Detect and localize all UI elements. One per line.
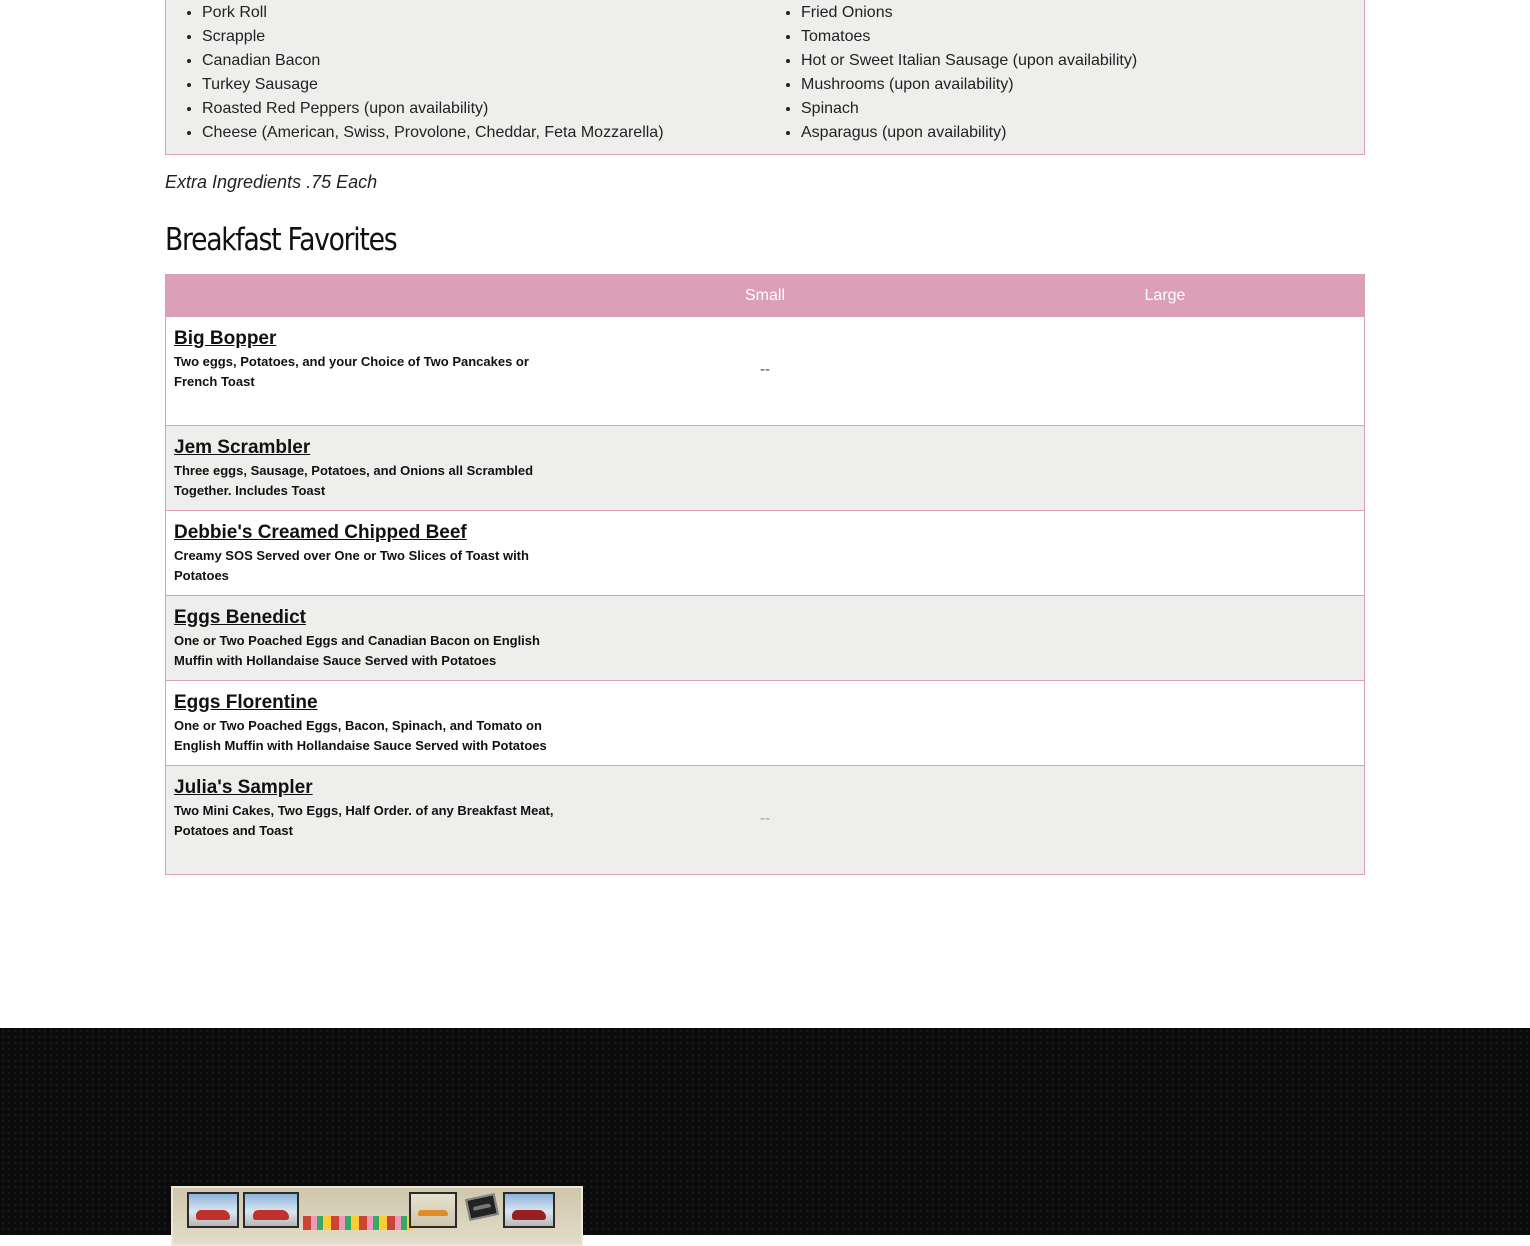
breakfast-menu-table bbox=[165, 274, 1365, 875]
ingredients-list-left bbox=[166, 1, 664, 145]
price-small: -- bbox=[760, 810, 770, 827]
menu-item-name[interactable]: Julia's Sampler bbox=[174, 777, 313, 798]
menu-item-desc: Creamy SOS Served over One or Two Slices of Toast with Potatoes bbox=[174, 548, 529, 583]
ingredients-box bbox=[165, 0, 1365, 155]
table-row bbox=[166, 510, 1364, 595]
menu-item-desc: Two eggs, Potatoes, and your Choice of Two Pancakes or French Toast bbox=[174, 354, 529, 389]
column-header-small: Small bbox=[744, 287, 785, 304]
list-item: • Mushrooms (upon availability) bbox=[801, 73, 1137, 97]
list-item: • Roasted Red Peppers (upon availability) bbox=[202, 97, 664, 121]
list-item: • Cheese (American, Swiss, Provolone, Cheddar, Feta Mozzarella) bbox=[202, 121, 664, 145]
column-header-large: Large bbox=[1144, 287, 1186, 304]
list-item: • Hot or Sweet Italian Sausage (upon availability) bbox=[801, 49, 1137, 73]
menu-item-name[interactable]: Big Bopper bbox=[174, 328, 277, 349]
menu-item-name[interactable]: Jem Scrambler bbox=[174, 437, 311, 458]
section-title: Breakfast Favorites bbox=[165, 222, 397, 258]
list-item: • Turkey Sausage bbox=[202, 73, 664, 97]
table-header bbox=[166, 275, 1364, 316]
list-item: • Scrapple bbox=[202, 25, 664, 49]
price-small: -- bbox=[760, 361, 770, 378]
list-item: • Pork Roll bbox=[202, 1, 664, 25]
extra-ingredients-note: Extra Ingredients .75 Each bbox=[165, 172, 378, 192]
menu-item-name[interactable]: Debbie's Creamed Chipped Beef bbox=[174, 522, 467, 543]
list-item: • Canadian Bacon bbox=[202, 49, 664, 73]
table-row bbox=[166, 765, 1364, 874]
list-item: • Tomatoes bbox=[801, 25, 1137, 49]
menu-item-desc: One or Two Poached Eggs and Canadian Bacon on English Muffin with Hollandaise Sauce Served with Potatoes bbox=[174, 633, 540, 668]
menu-item-desc: One or Two Poached Eggs, Bacon, Spinach, and Tomato on English Muffin with Hollandaise Sauce Served with Potatoes bbox=[174, 718, 547, 753]
diner-wall-photo-icon bbox=[171, 1186, 583, 1246]
table-row bbox=[166, 316, 1364, 425]
menu-item-name[interactable]: Eggs Florentine bbox=[174, 692, 318, 713]
table-row bbox=[166, 425, 1364, 510]
table-row bbox=[166, 680, 1364, 765]
list-item: • Asparagus (upon availability) bbox=[801, 121, 1137, 145]
list-item: • Fried Onions bbox=[801, 1, 1137, 25]
menu-item-name[interactable]: Eggs Benedict bbox=[174, 607, 306, 628]
footer bbox=[0, 1028, 1530, 1235]
ingredients-list-right bbox=[765, 1, 1137, 145]
menu-item-desc: Three eggs, Sausage, Potatoes, and Onions all Scrambled Together. Includes Toast bbox=[174, 463, 534, 498]
table-row bbox=[166, 595, 1364, 680]
list-item: • Spinach bbox=[801, 97, 1137, 121]
menu-item-desc: Two Mini Cakes, Two Eggs, Half Order. of any Breakfast Meat, Potatoes and Toast bbox=[174, 803, 554, 838]
